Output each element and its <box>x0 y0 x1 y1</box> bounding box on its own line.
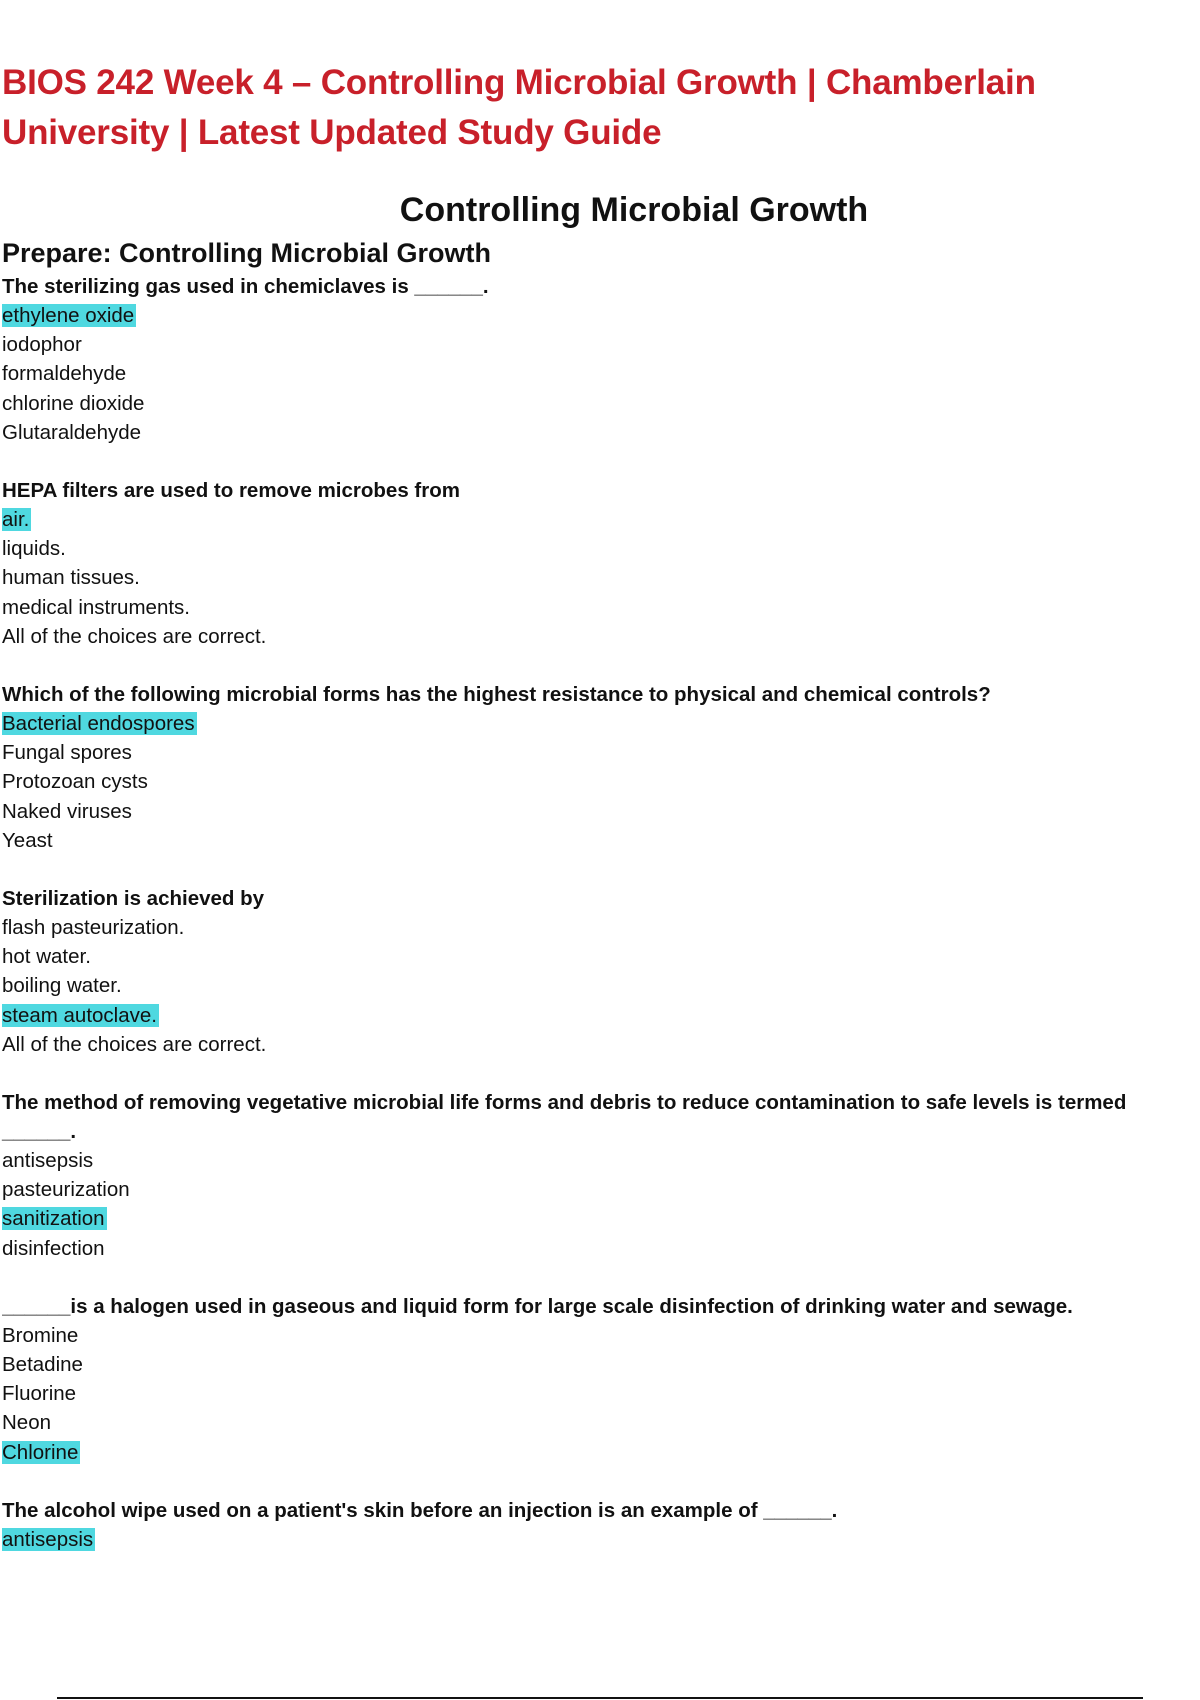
answer-option <box>2 942 1198 971</box>
answer-option <box>2 797 1198 826</box>
question-block <box>2 476 1198 651</box>
document-title: Controlling Microbial Growth <box>399 191 869 229</box>
question-block <box>2 680 1198 855</box>
answer-option <box>2 534 1198 563</box>
highlighted-answer-text: steam autoclave. <box>2 1003 157 1027</box>
answer-text: All of the choices are correct. <box>2 1032 267 1056</box>
answer-text: formaldehyde <box>2 362 127 386</box>
question-text: Which of the following microbial forms has the highest resistance to physical and chemical controls? <box>2 683 991 707</box>
answer-text: flash pasteurization. <box>2 916 185 940</box>
answer-list <box>2 301 1198 447</box>
answer-text: Fungal spores <box>2 741 132 765</box>
highlighted-answer-text: Bacterial endospores <box>2 712 195 736</box>
highlighted-answer-text: Chlorine <box>2 1440 79 1464</box>
answer-text: antisepsis <box>2 1149 94 1173</box>
answer-text: iodophor <box>2 333 82 357</box>
answer-list <box>2 1321 1198 1467</box>
answer-text: medical instruments. <box>2 595 190 619</box>
answer-text: Yeast <box>2 828 53 852</box>
answer-option <box>2 1321 1198 1350</box>
answer-option <box>2 1379 1198 1408</box>
highlighted-answer-text: air. <box>2 508 30 532</box>
answer-list <box>2 1146 1198 1263</box>
question-text: The method of removing vegetative microbial life forms and debris to reduce contamination to safe levels is termed <box>2 1091 1127 1115</box>
answer-option <box>2 767 1198 796</box>
answer-text: disinfection <box>2 1236 105 1260</box>
answer-option <box>2 1146 1198 1175</box>
answer-list <box>2 1525 1198 1554</box>
correct-answer-option <box>2 505 1198 534</box>
question-text: Sterilization is achieved by <box>2 887 265 911</box>
answer-list <box>2 709 1198 855</box>
answer-option <box>2 418 1198 447</box>
answer-option <box>2 738 1198 767</box>
answer-option <box>2 330 1198 359</box>
answer-option <box>2 622 1198 651</box>
highlighted-answer-text: antisepsis <box>2 1527 94 1551</box>
answer-text: Neon <box>2 1411 52 1435</box>
answer-option <box>2 826 1198 855</box>
answer-text: pasteurization <box>2 1178 130 1202</box>
answer-option <box>2 1350 1198 1379</box>
highlighted-answer-text: ethylene oxide <box>2 304 135 327</box>
question-block <box>2 1496 1198 1554</box>
answer-option <box>2 593 1198 622</box>
answer-text: human tissues. <box>2 566 140 590</box>
question-block <box>2 1088 1198 1263</box>
answer-text: hot water. <box>2 945 91 969</box>
answer-list <box>2 505 1198 651</box>
answer-option <box>2 1408 1198 1437</box>
question-text: The sterilizing gas used in chemiclaves is ______. <box>2 275 489 298</box>
correct-answer-option <box>2 1001 1198 1030</box>
correct-answer-option <box>2 301 1198 330</box>
correct-answer-option <box>2 1438 1198 1467</box>
correct-answer-option <box>2 1204 1198 1233</box>
answer-blank: ______. <box>2 1120 77 1144</box>
correct-answer-option <box>2 1525 1198 1554</box>
answer-text: boiling water. <box>2 974 122 998</box>
section-title: Prepare: Controlling Microbial Growth <box>2 238 492 268</box>
answer-text: chlorine dioxide <box>2 391 145 415</box>
question-block <box>2 272 1198 447</box>
answer-option <box>2 1030 1198 1059</box>
answer-option <box>2 1175 1198 1204</box>
question-block <box>2 884 1198 1059</box>
answer-option <box>2 389 1198 418</box>
page-header-title: BIOS 242 Week 4 – Controlling Microbial Growth | Chamberlain University | Latest Updated Study Guide <box>2 63 1036 152</box>
correct-answer-option <box>2 709 1198 738</box>
answer-option <box>2 971 1198 1000</box>
footer-divider <box>57 1697 1143 1699</box>
answer-option <box>2 913 1198 942</box>
question-block <box>2 1292 1198 1467</box>
question-text: The alcohol wipe used on a patient's skin before an injection is an example of ______. <box>2 1498 838 1522</box>
answer-text: Betadine <box>2 1353 83 1377</box>
answer-text: liquids. <box>2 537 66 561</box>
answer-text: Bromine <box>2 1323 79 1347</box>
question-text: HEPA filters are used to remove microbes from <box>2 479 460 503</box>
answer-option <box>2 563 1198 592</box>
question-list <box>2 272 1198 1583</box>
answer-list <box>2 913 1198 1059</box>
answer-option <box>2 359 1198 388</box>
answer-text: Fluorine <box>2 1382 77 1406</box>
question-text: ______is a halogen used in gaseous and liquid form for large scale disinfection of drinking water and sewage. <box>2 1294 1073 1318</box>
answer-text: All of the choices are correct. <box>2 624 267 648</box>
answer-text: Naked viruses <box>2 799 132 823</box>
answer-option <box>2 1234 1198 1263</box>
answer-text: Glutaraldehyde <box>2 420 142 444</box>
answer-text: Protozoan cysts <box>2 770 148 794</box>
highlighted-answer-text: sanitization <box>2 1207 105 1231</box>
